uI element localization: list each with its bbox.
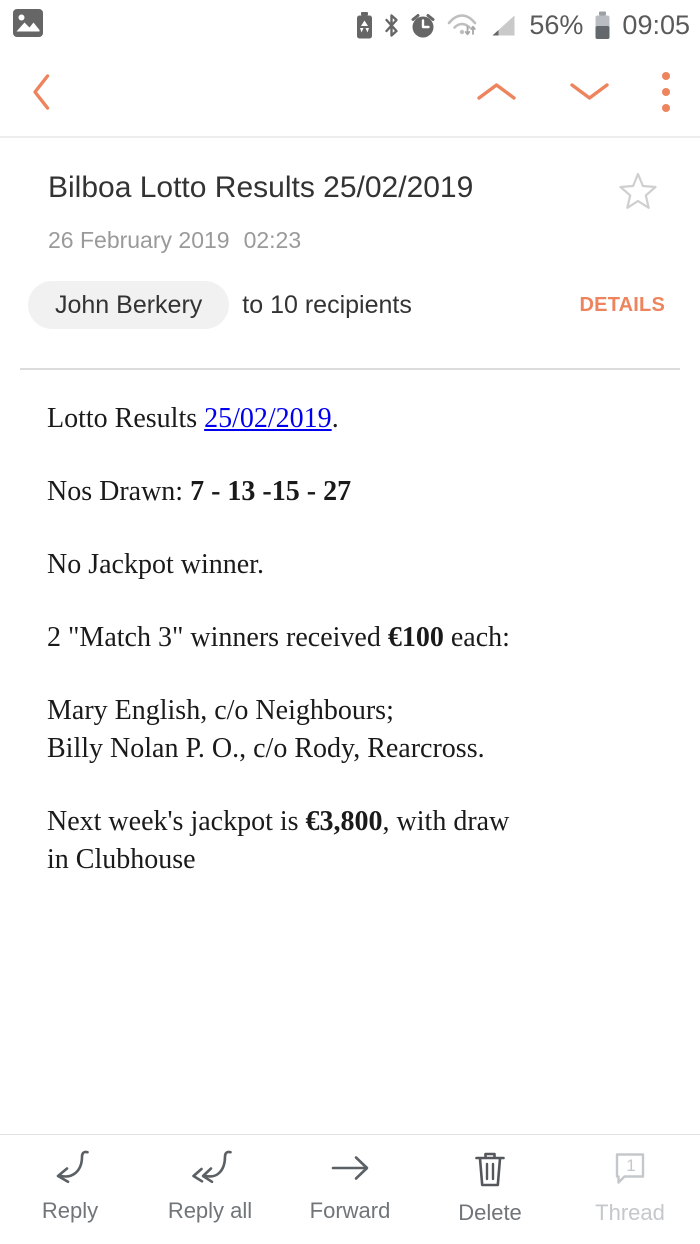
battery-percent: 56%	[529, 9, 584, 40]
battery-saver-icon	[354, 11, 375, 40]
reply-all-icon	[184, 1148, 236, 1191]
toolbar-label: Delete	[458, 1200, 522, 1225]
body-text: Nos Drawn:	[47, 476, 191, 507]
reply-icon	[46, 1148, 94, 1191]
sender-name: John Berkery	[55, 290, 203, 319]
email-body	[47, 400, 668, 914]
delete-icon	[468, 1148, 512, 1193]
photo-notification-icon	[10, 5, 46, 46]
more-options-button[interactable]	[660, 69, 672, 118]
forward-button[interactable]	[280, 1135, 420, 1244]
sender-row	[28, 281, 665, 329]
body-text: 7 - 13 -15 - 27	[190, 476, 352, 507]
body-paragraph	[47, 619, 668, 657]
email-subject: Bilboa Lotto Results 25/02/2019	[48, 171, 474, 204]
body-text: Lotto Results	[47, 403, 205, 434]
body-text: 2 "Match 3" winners received	[47, 622, 388, 653]
delete-button[interactable]	[420, 1135, 560, 1244]
more-options-icon	[660, 69, 672, 118]
body-paragraph	[47, 692, 668, 768]
status-clock: 09:05	[622, 9, 690, 40]
email-date: 26 February 2019	[48, 227, 230, 253]
body-paragraph	[47, 400, 668, 438]
bluetooth-icon	[383, 11, 400, 40]
back-icon	[28, 71, 55, 116]
header-divider	[20, 368, 680, 370]
body-text: Billy Nolan P. O., c/o Rody, Rearcross.	[47, 733, 485, 764]
body-text: in Clubhouse	[47, 844, 196, 875]
expand-down-icon	[567, 80, 612, 106]
body-text: each:	[443, 622, 510, 653]
email-time: 02:23	[243, 227, 302, 253]
thread-icon	[608, 1148, 652, 1193]
favorite-star-button[interactable]	[616, 170, 660, 215]
body-paragraph	[47, 546, 668, 584]
sender-chip[interactable]	[28, 281, 229, 329]
body-text: No Jackpot winner.	[47, 549, 264, 580]
email-datetime	[48, 227, 301, 254]
reply-all-button[interactable]	[140, 1135, 280, 1244]
thread-count-badge: 1	[626, 1156, 636, 1175]
body-text: Next week's jackpot is	[47, 806, 306, 837]
toolbar-label: Forward	[309, 1198, 391, 1223]
body-paragraph	[47, 803, 668, 879]
previous-email-button[interactable]	[474, 80, 519, 106]
signal-icon	[488, 13, 517, 38]
recipients-summary: to 10 recipients	[242, 290, 412, 319]
date-link[interactable]: 25/02/2019	[204, 403, 332, 434]
wifi-icon	[446, 11, 480, 39]
details-button[interactable]: DETAILS	[579, 293, 665, 316]
status-bar	[0, 0, 700, 50]
alarm-icon	[408, 11, 438, 40]
collapse-up-icon	[474, 80, 519, 106]
star-outline-icon	[616, 200, 660, 215]
reply-button[interactable]	[0, 1135, 140, 1244]
body-paragraph	[47, 473, 668, 511]
body-text: €3,800	[305, 806, 383, 837]
next-email-button[interactable]	[567, 80, 612, 106]
toolbar-label: Reply	[41, 1198, 99, 1223]
body-text: €100	[387, 622, 444, 653]
back-button[interactable]	[28, 71, 55, 116]
battery-icon	[593, 10, 612, 41]
subject-row	[48, 168, 660, 215]
body-text: , with draw	[382, 806, 510, 837]
email-nav-bar	[0, 50, 700, 138]
body-text: .	[331, 403, 339, 434]
thread-button	[560, 1135, 700, 1244]
bottom-toolbar	[0, 1134, 700, 1244]
toolbar-label: Thread	[595, 1200, 665, 1225]
forward-icon	[327, 1148, 373, 1191]
body-text: Mary English, c/o Neighbours;	[47, 695, 394, 726]
toolbar-label: Reply all	[167, 1198, 253, 1223]
